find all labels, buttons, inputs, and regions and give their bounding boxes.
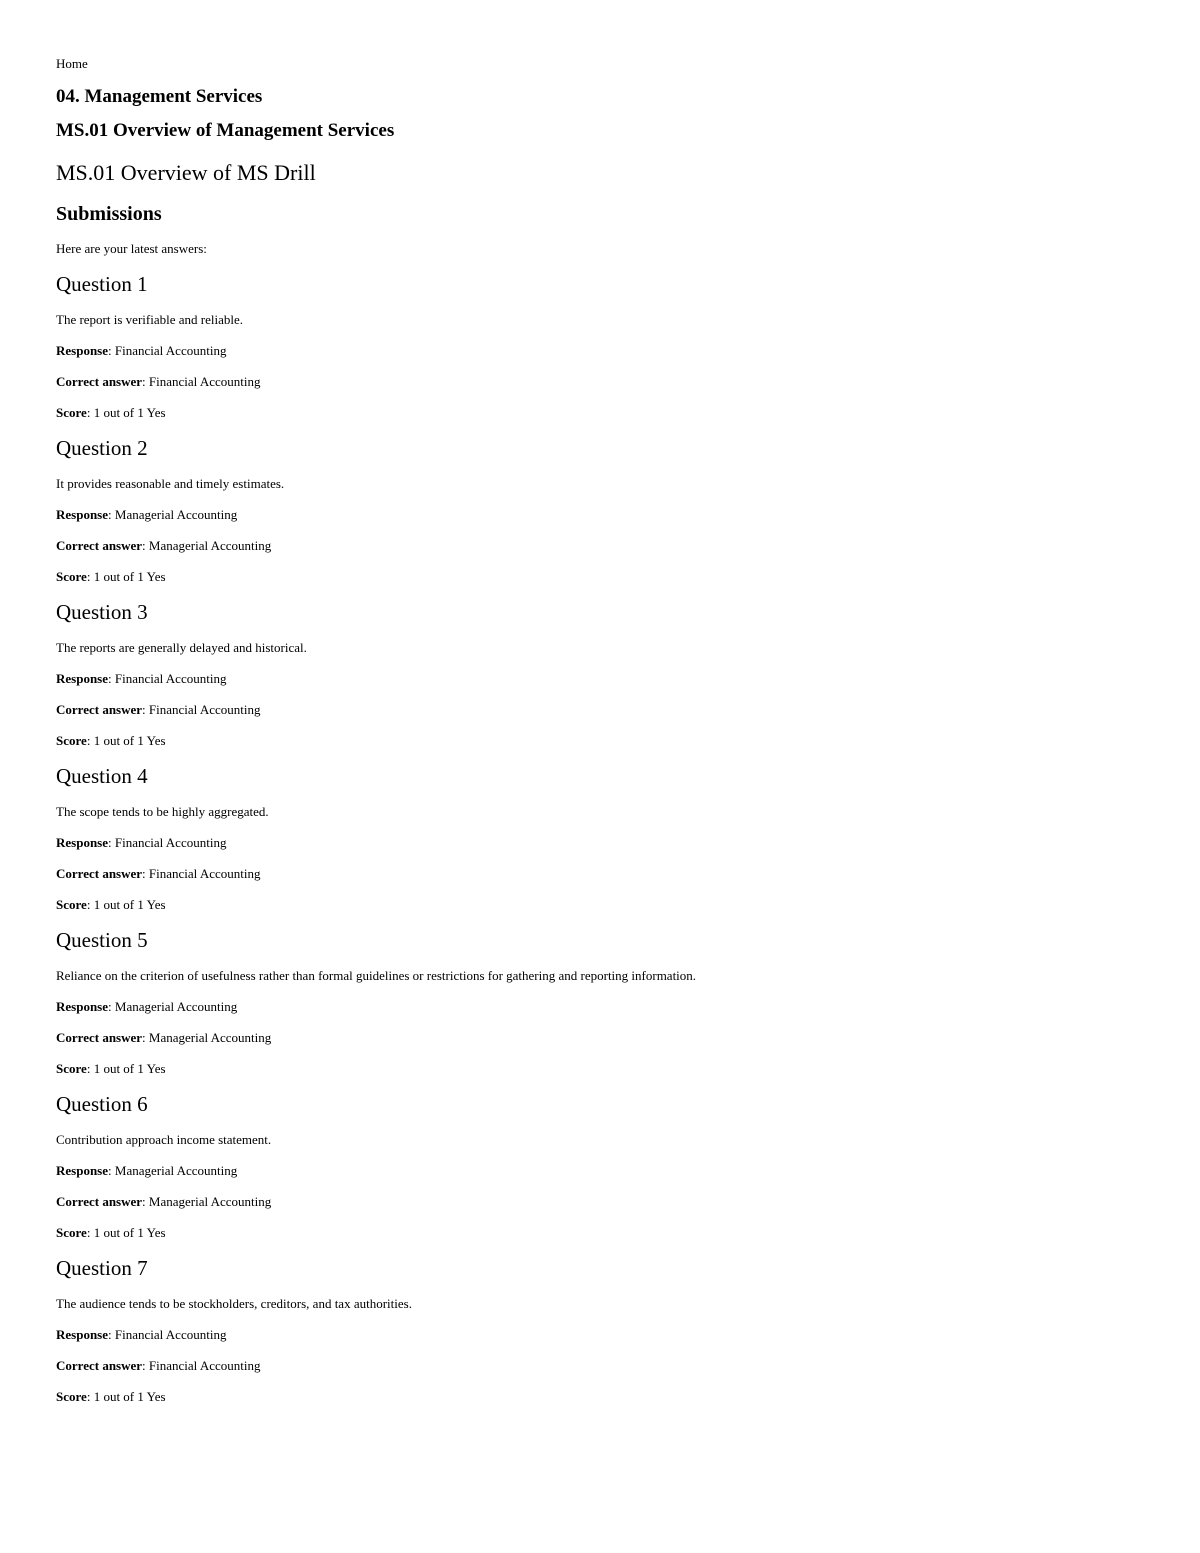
score-value: 1 out of 1 Yes [93, 1389, 166, 1404]
question-text: The report is verifiable and reliable. [56, 312, 243, 327]
correct-answer-line: Correct answer: Managerial Accounting [56, 538, 272, 553]
score-label: Score [56, 569, 87, 584]
response-line: Response: Financial Accounting [56, 1327, 227, 1342]
question-text: The scope tends to be highly aggregated. [56, 804, 269, 819]
correct-answer-value: Managerial Accounting [148, 1194, 272, 1209]
module-title: MS.01 Overview of Management Services [56, 120, 395, 141]
response-label: Response [56, 1327, 109, 1342]
question-block [56, 763, 1200, 913]
correct-answer-label: Correct answer [56, 866, 143, 881]
question-title: Question 1 [56, 272, 148, 296]
home-link[interactable]: Home [56, 56, 88, 71]
correct-answer-line: Correct answer: Managerial Accounting [56, 1030, 272, 1045]
response-value: Financial Accounting [114, 1327, 227, 1342]
score-line: Score: 1 out of 1 Yes [56, 733, 166, 748]
question-block [56, 1091, 1200, 1241]
score-value: 1 out of 1 Yes [93, 897, 166, 912]
correct-answer-line: Correct answer: Managerial Accounting [56, 1194, 272, 1209]
question-title: Question 7 [56, 1256, 148, 1280]
question-text: The audience tends to be stockholders, creditors, and tax authorities. [56, 1296, 412, 1311]
score-value: 1 out of 1 Yes [93, 569, 166, 584]
response-line: Response: Managerial Accounting [56, 507, 238, 522]
response-line: Response: Financial Accounting [56, 835, 227, 850]
correct-answer-value: Managerial Accounting [148, 538, 272, 553]
question-text: Reliance on the criterion of usefulness rather than formal guidelines or restrictions for gathering and reporting information. [56, 968, 697, 983]
correct-answer-line: Correct answer: Financial Accounting [56, 866, 261, 881]
question-title: Question 3 [56, 600, 148, 624]
score-label: Score [56, 405, 87, 420]
score-label: Score [56, 897, 87, 912]
response-label: Response [56, 835, 109, 850]
score-label: Score [56, 1225, 87, 1240]
score-label: Score [56, 733, 87, 748]
score-line: Score: 1 out of 1 Yes [56, 1225, 166, 1240]
response-label: Response [56, 507, 109, 522]
question-title: Question 5 [56, 928, 148, 952]
correct-answer-line: Correct answer: Financial Accounting [56, 702, 261, 717]
question-block [56, 435, 1200, 585]
score-line: Score: 1 out of 1 Yes [56, 1389, 166, 1404]
correct-answer-label: Correct answer [56, 1030, 143, 1045]
score-label: Score [56, 1061, 87, 1076]
question-text: The reports are generally delayed and historical. [56, 640, 307, 655]
response-label: Response [56, 671, 109, 686]
question-text: It provides reasonable and timely estimates. [56, 476, 285, 491]
score-line: Score: 1 out of 1 Yes [56, 569, 166, 584]
response-line: Response: Managerial Accounting [56, 999, 238, 1014]
score-value: 1 out of 1 Yes [93, 1061, 166, 1076]
question-block [56, 271, 1200, 421]
response-line: Response: Financial Accounting [56, 671, 227, 686]
correct-answer-value: Financial Accounting [148, 702, 261, 717]
response-value: Managerial Accounting [114, 507, 238, 522]
correct-answer-label: Correct answer [56, 1358, 143, 1373]
response-line: Response: Managerial Accounting [56, 1163, 238, 1178]
correct-answer-label: Correct answer [56, 374, 143, 389]
correct-answer-value: Financial Accounting [148, 866, 261, 881]
question-block [56, 927, 1200, 1077]
response-line: Response: Financial Accounting [56, 343, 227, 358]
score-line: Score: 1 out of 1 Yes [56, 897, 166, 912]
score-value: 1 out of 1 Yes [93, 733, 166, 748]
response-label: Response [56, 1163, 109, 1178]
score-label: Score [56, 1389, 87, 1404]
question-title: Question 4 [56, 764, 148, 788]
questions-list [56, 271, 1200, 1405]
question-title: Question 2 [56, 436, 148, 460]
score-line: Score: 1 out of 1 Yes [56, 1061, 166, 1076]
correct-answer-label: Correct answer [56, 1194, 143, 1209]
response-value: Financial Accounting [114, 343, 227, 358]
response-value: Financial Accounting [114, 835, 227, 850]
correct-answer-value: Financial Accounting [148, 1358, 261, 1373]
response-label: Response [56, 343, 109, 358]
score-line: Score: 1 out of 1 Yes [56, 405, 166, 420]
response-label: Response [56, 999, 109, 1014]
response-value: Financial Accounting [114, 671, 227, 686]
correct-answer-value: Financial Accounting [148, 374, 261, 389]
correct-answer-label: Correct answer [56, 538, 143, 553]
score-value: 1 out of 1 Yes [93, 1225, 166, 1240]
course-title: 04. Management Services [56, 86, 263, 107]
correct-answer-value: Managerial Accounting [148, 1030, 272, 1045]
response-value: Managerial Accounting [114, 999, 238, 1014]
question-title: Question 6 [56, 1092, 148, 1116]
response-value: Managerial Accounting [114, 1163, 238, 1178]
question-block [56, 599, 1200, 749]
correct-answer-line: Correct answer: Financial Accounting [56, 1358, 261, 1373]
intro-text: Here are your latest answers: [56, 241, 207, 256]
question-block [56, 1255, 1200, 1405]
correct-answer-line: Correct answer: Financial Accounting [56, 374, 261, 389]
correct-answer-label: Correct answer [56, 702, 143, 717]
score-value: 1 out of 1 Yes [93, 405, 166, 420]
page-title: MS.01 Overview of MS Drill [56, 160, 316, 185]
question-text: Contribution approach income statement. [56, 1132, 272, 1147]
submissions-heading: Submissions [56, 203, 162, 225]
